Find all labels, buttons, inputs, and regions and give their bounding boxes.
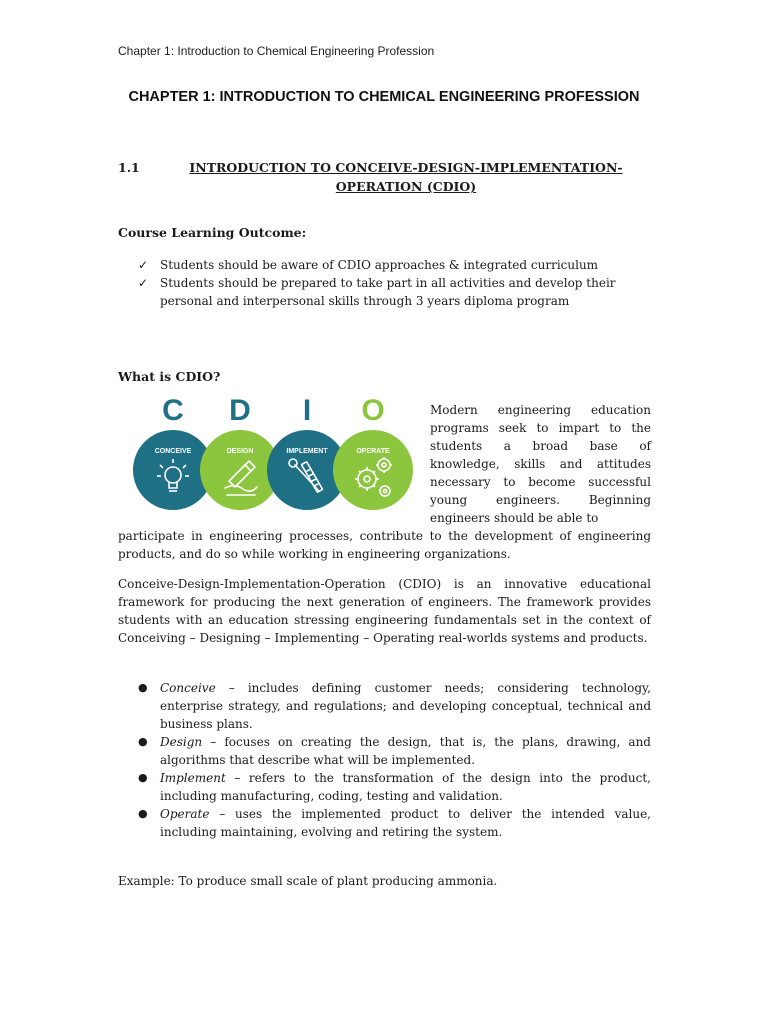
label-operate: OPERATE [356,448,390,455]
stage-description: – refers to the transformation of the design into the product, including manufacturing, coding, testing and validation. [160,771,651,803]
example-line: Example: To produce small scale of plant producing ammonia. [118,874,498,888]
stages-list [138,679,651,841]
stage-description: – uses the implemented product to deliver the intended value, including maintaining, evolving and retiring the system. [160,807,651,839]
running-header: Chapter 1: Introduction to Chemical Engineering Profession [118,44,435,58]
stage-description: – includes defining customer needs; considering technology, enterprise strategy, and regulations; and developing conceptual, technical and business plans. [160,681,651,731]
bullet-icon: ● [138,807,148,820]
label-implement: IMPLEMENT [286,448,328,455]
checkmark-icon: ✓ [138,276,149,290]
cdio-intro-paragraph: Modern engineering education programs seek to impart to the students a broad base of knowledge, skills and attitudes necessary to become successful young engineers. Beginning engineers should be able to [430,403,651,525]
stage-term: Conceive [160,681,216,695]
label-design: DESIGN [226,448,254,455]
label-conceive: CONCEIVE [154,448,192,455]
stage-description: – focuses on creating the design, that is, the plans, drawing, and algorithms that describe what will be implemented. [160,735,651,767]
stage-term: Operate [160,807,210,821]
stage-item [138,769,651,805]
cdio-intro-paragraph-continued: participate in engineering processes, contribute to the development of engineering products, and do so while working in engineering organizations. [118,529,651,561]
letter-i: I [302,395,312,427]
section-title: INTRODUCTION TO CONCEIVE-DESIGN-IMPLEMENTATION-OPERATION (CDIO) [189,160,623,194]
letter-c: C [162,395,184,427]
outcome-item [138,274,653,310]
operate-circle [333,430,413,510]
outcome-text: Students should be prepared to take part in all activities and develop their personal and interpersonal skills through 3 years diploma program [160,276,616,308]
cdio-diagram [131,395,415,513]
stage-item [138,733,651,769]
letter-o: O [361,395,385,427]
outcome-text: Students should be aware of CDIO approaches & integrated curriculum [160,258,599,272]
framework-paragraph: Conceive-Design-Implementation-Operation (CDIO) is an innovative educational framework for producing the next generation of engineers. The framework provides students with an education stressing engineering fundamentals set in the context of Conceiving – Designing – Implementing – Operating real-worlds systems and products. [118,577,651,645]
letter-d: D [229,395,251,427]
stage-item [138,805,651,841]
stage-term: Implement [160,771,226,785]
outcome-item [138,256,653,274]
bullet-icon: ● [138,735,148,748]
stage-term: Design [160,735,203,749]
stage-item [138,679,651,733]
bullet-icon: ● [138,681,148,694]
section-number: 1.1 [118,160,140,175]
outcomes-list [138,256,653,310]
chapter-title: CHAPTER 1: INTRODUCTION TO CHEMICAL ENGINEERING PROFESSION [128,89,640,105]
what-is-cdio-heading: What is CDIO? [118,369,221,384]
outcomes-label: Course Learning Outcome: [118,225,307,240]
checkmark-icon: ✓ [138,258,149,272]
bullet-icon: ● [138,771,148,784]
